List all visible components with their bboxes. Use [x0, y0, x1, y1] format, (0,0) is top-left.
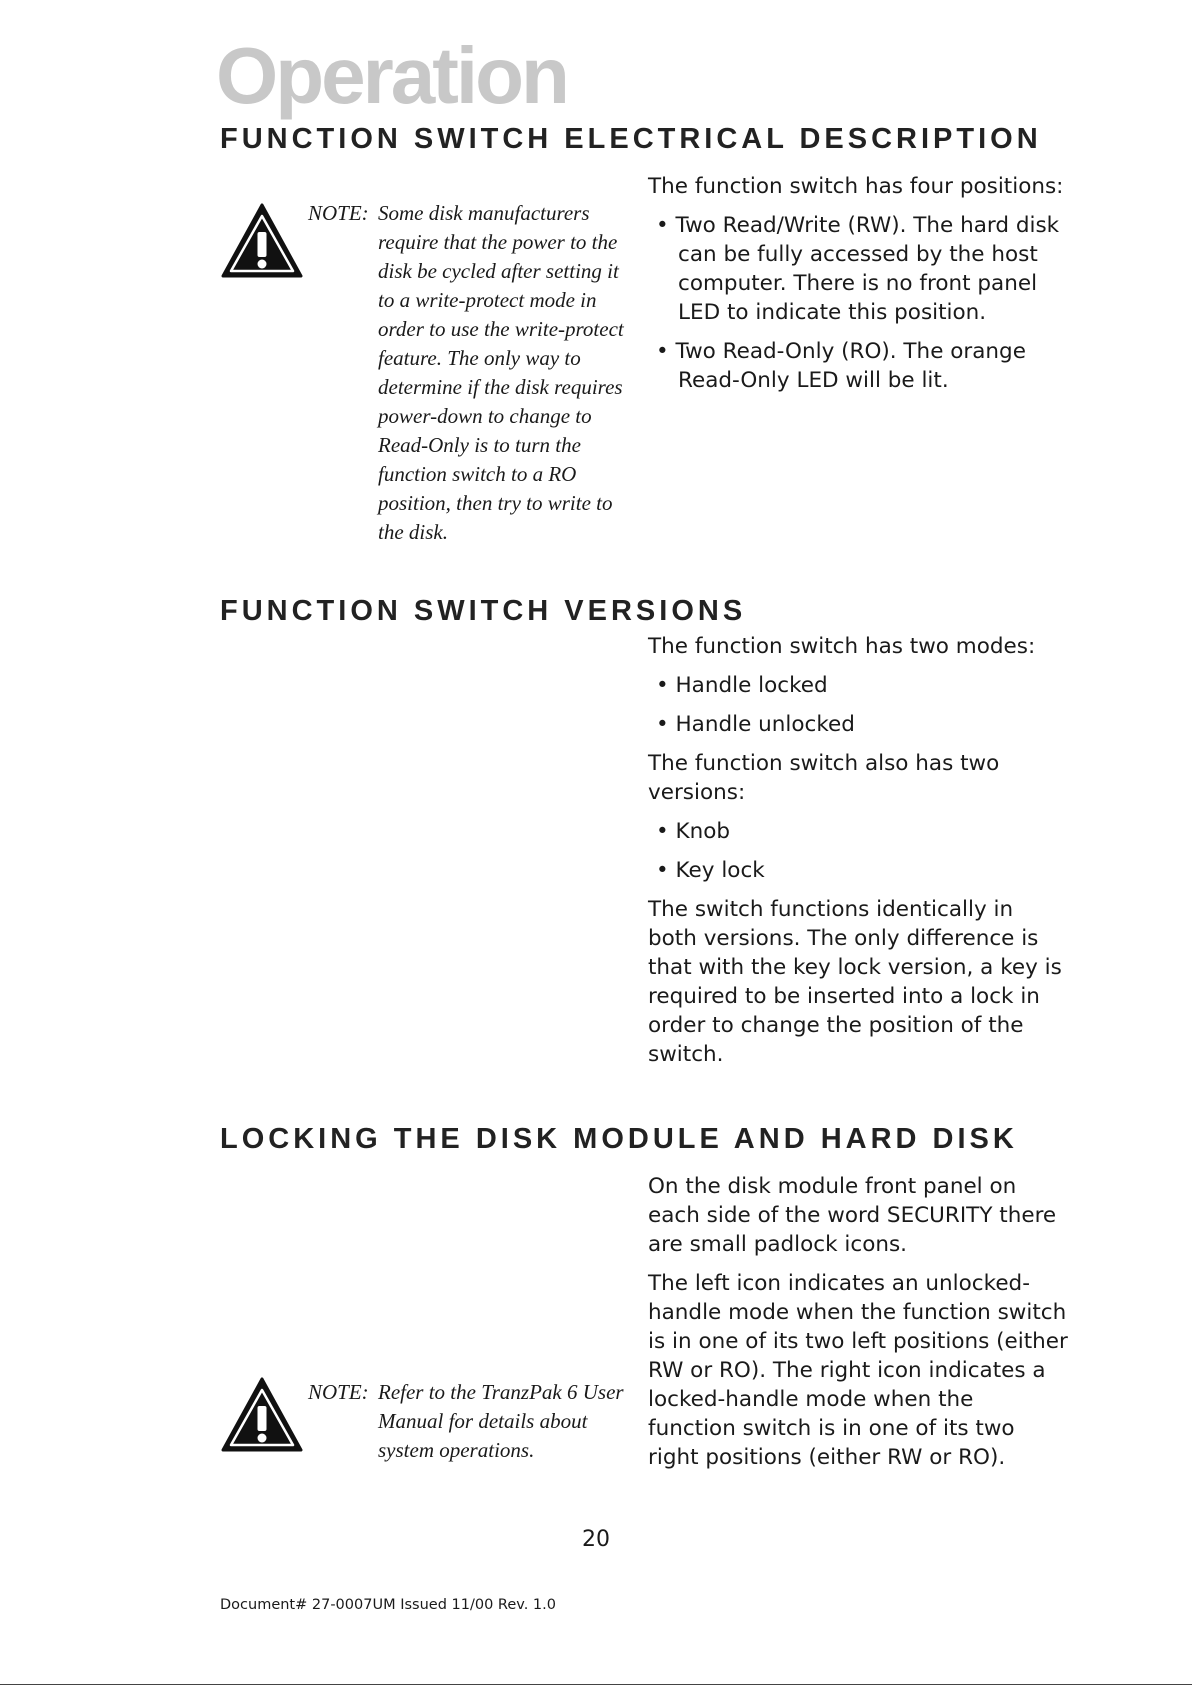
- locking-paragraph-1: On the disk module front panel on each side of the word SECURITY there are small padlock icons.: [648, 1174, 1057, 1257]
- note-text: Some disk manufacturers require that the power to the disk be cycled after setting it to a write-protect mode in order to use the write-protect feature. The only way to determine if the disk requires power-down to change to Read-Only is to turn the function switch to a RO position, then try to write to the disk.: [378, 201, 624, 544]
- versions-intro: The function switch has two modes:: [648, 634, 1036, 659]
- electrical-body: [648, 172, 1068, 405]
- page-heading: Operation: [216, 31, 567, 120]
- electrical-intro: The function switch has four positions:: [648, 174, 1064, 199]
- bullet-key-lock: • Key lock: [656, 858, 765, 883]
- note-label: NOTE:: [308, 201, 369, 225]
- note-label: NOTE:: [308, 1380, 369, 1404]
- bullet-read-only: • Two Read-Only (RO). The orange Read-Only LED will be lit.: [656, 339, 1026, 393]
- bullet-handle-unlocked: • Handle unlocked: [656, 712, 855, 737]
- electrical-note: [308, 199, 628, 547]
- locking-note: [308, 1378, 628, 1465]
- section-heading-locking: LOCKING THE DISK MODULE AND HARD DISK: [220, 1123, 1018, 1155]
- bullet-knob: • Knob: [656, 819, 731, 844]
- section-heading-electrical: FUNCTION SWITCH ELECTRICAL DESCRIPTION: [220, 123, 1042, 155]
- versions-intro-2: The function switch also has two versions:: [648, 751, 1000, 805]
- versions-paragraph: The switch functions identically in both versions. The only difference is that with the key lock version, a key is required to be inserted into a lock in order to change the position of the switch.: [648, 897, 1062, 1067]
- warning-triangle-icon: [220, 1376, 304, 1454]
- bullet-read-write: • Two Read/Write (RW). The hard disk can be fully accessed by the host computer. There is no front panel LED to indicate this position.: [656, 213, 1060, 325]
- locking-body: [648, 1172, 1068, 1482]
- versions-body: [648, 632, 1068, 1079]
- page-number: 20: [582, 1527, 610, 1552]
- note-text: Refer to the TranzPak 6 User Manual for details about system operations.: [378, 1380, 624, 1462]
- bullet-handle-locked: • Handle locked: [656, 673, 828, 698]
- warning-triangle-icon: [220, 202, 304, 280]
- section-heading-versions: FUNCTION SWITCH VERSIONS: [220, 595, 747, 627]
- document-footer: Document# 27-0007UM Issued 11/00 Rev. 1.0: [220, 1597, 556, 1613]
- locking-paragraph-2: The left icon indicates an unlocked-handle mode when the function switch is in one of its two left positions (either RW or RO). The right icon indicates a locked-handle mode when the function switch is in one of its two right positions (either RW or RO).: [648, 1271, 1068, 1470]
